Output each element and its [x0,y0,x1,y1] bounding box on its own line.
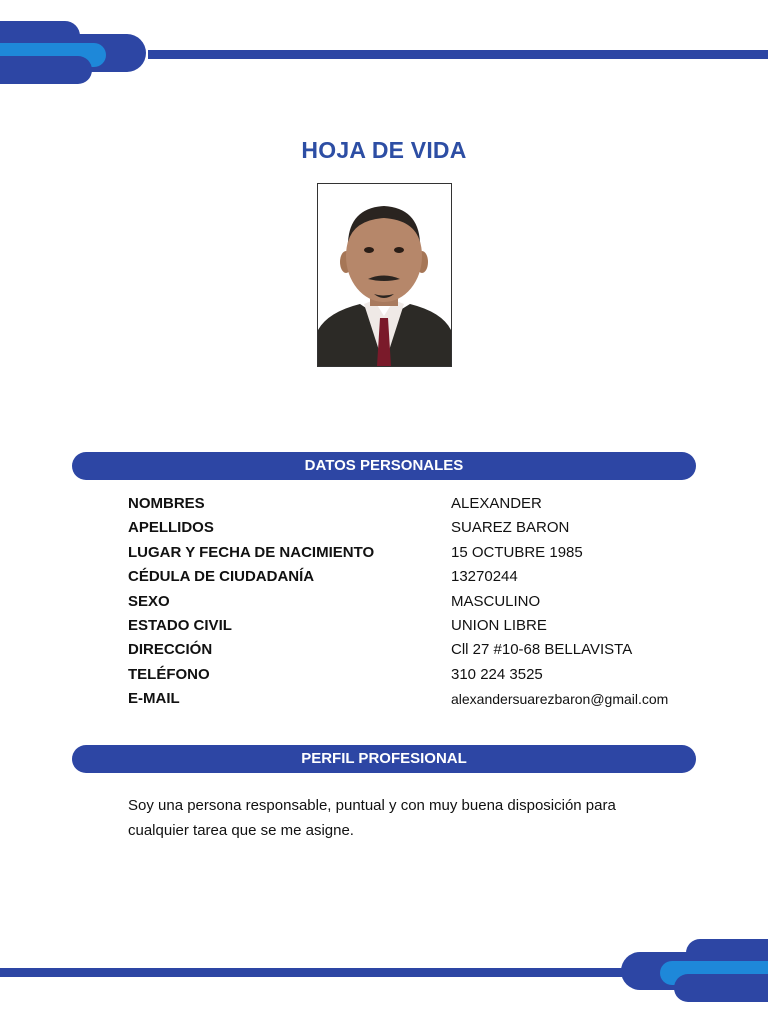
field-label: TELÉFONO [128,666,210,683]
field-value: 13270244 [451,568,518,585]
email-link[interactable]: alexandersuarezbaron@gmail.com [451,691,669,707]
field-label: CÉDULA DE CIUDADANÍA [128,568,315,585]
field-label: DIRECCIÓN [128,641,213,658]
field-label: NOMBRES [128,495,205,512]
field-row-sexo [128,593,688,613]
field-value: Cll 27 #10-68 BELLAVISTA [451,641,633,658]
field-value: SUAREZ BARON [451,519,570,536]
field-row-nacimiento [128,544,688,564]
field-row-email [128,690,688,710]
field-label: ESTADO CIVIL [128,617,232,634]
page-title: HOJA DE VIDA [301,137,467,163]
datos-personales-header [72,452,696,480]
field-row-apellidos [128,519,688,539]
person-portrait-icon [318,184,451,366]
field-label: E-MAIL [128,690,180,707]
field-label: LUGAR Y FECHA DE NACIMIENTO [128,544,375,561]
field-value: ALEXANDER [451,495,542,512]
field-row-telefono [128,666,688,686]
perfil-profesional-header [72,745,696,773]
field-value: 310 224 3525 [451,666,543,683]
field-row-nombres [128,495,688,515]
datos-personales-title: DATOS PERSONALES [304,457,464,474]
field-label: SEXO [128,593,170,610]
profile-description: Soy una persona responsable, puntual y con muy buena disposición para cualquier tarea que se me asigne. [128,797,616,839]
field-value: 15 OCTUBRE 1985 [451,544,583,561]
perfil-profesional-title: PERFIL PROFESIONAL [301,750,467,767]
field-value: UNION LIBRE [451,617,547,634]
field-label: APELLIDOS [128,519,214,536]
field-value: MASCULINO [451,593,541,610]
field-row-cedula [128,568,688,588]
field-row-estado-civil [128,617,688,637]
field-row-direccion [128,641,688,661]
profile-photo [317,183,452,367]
